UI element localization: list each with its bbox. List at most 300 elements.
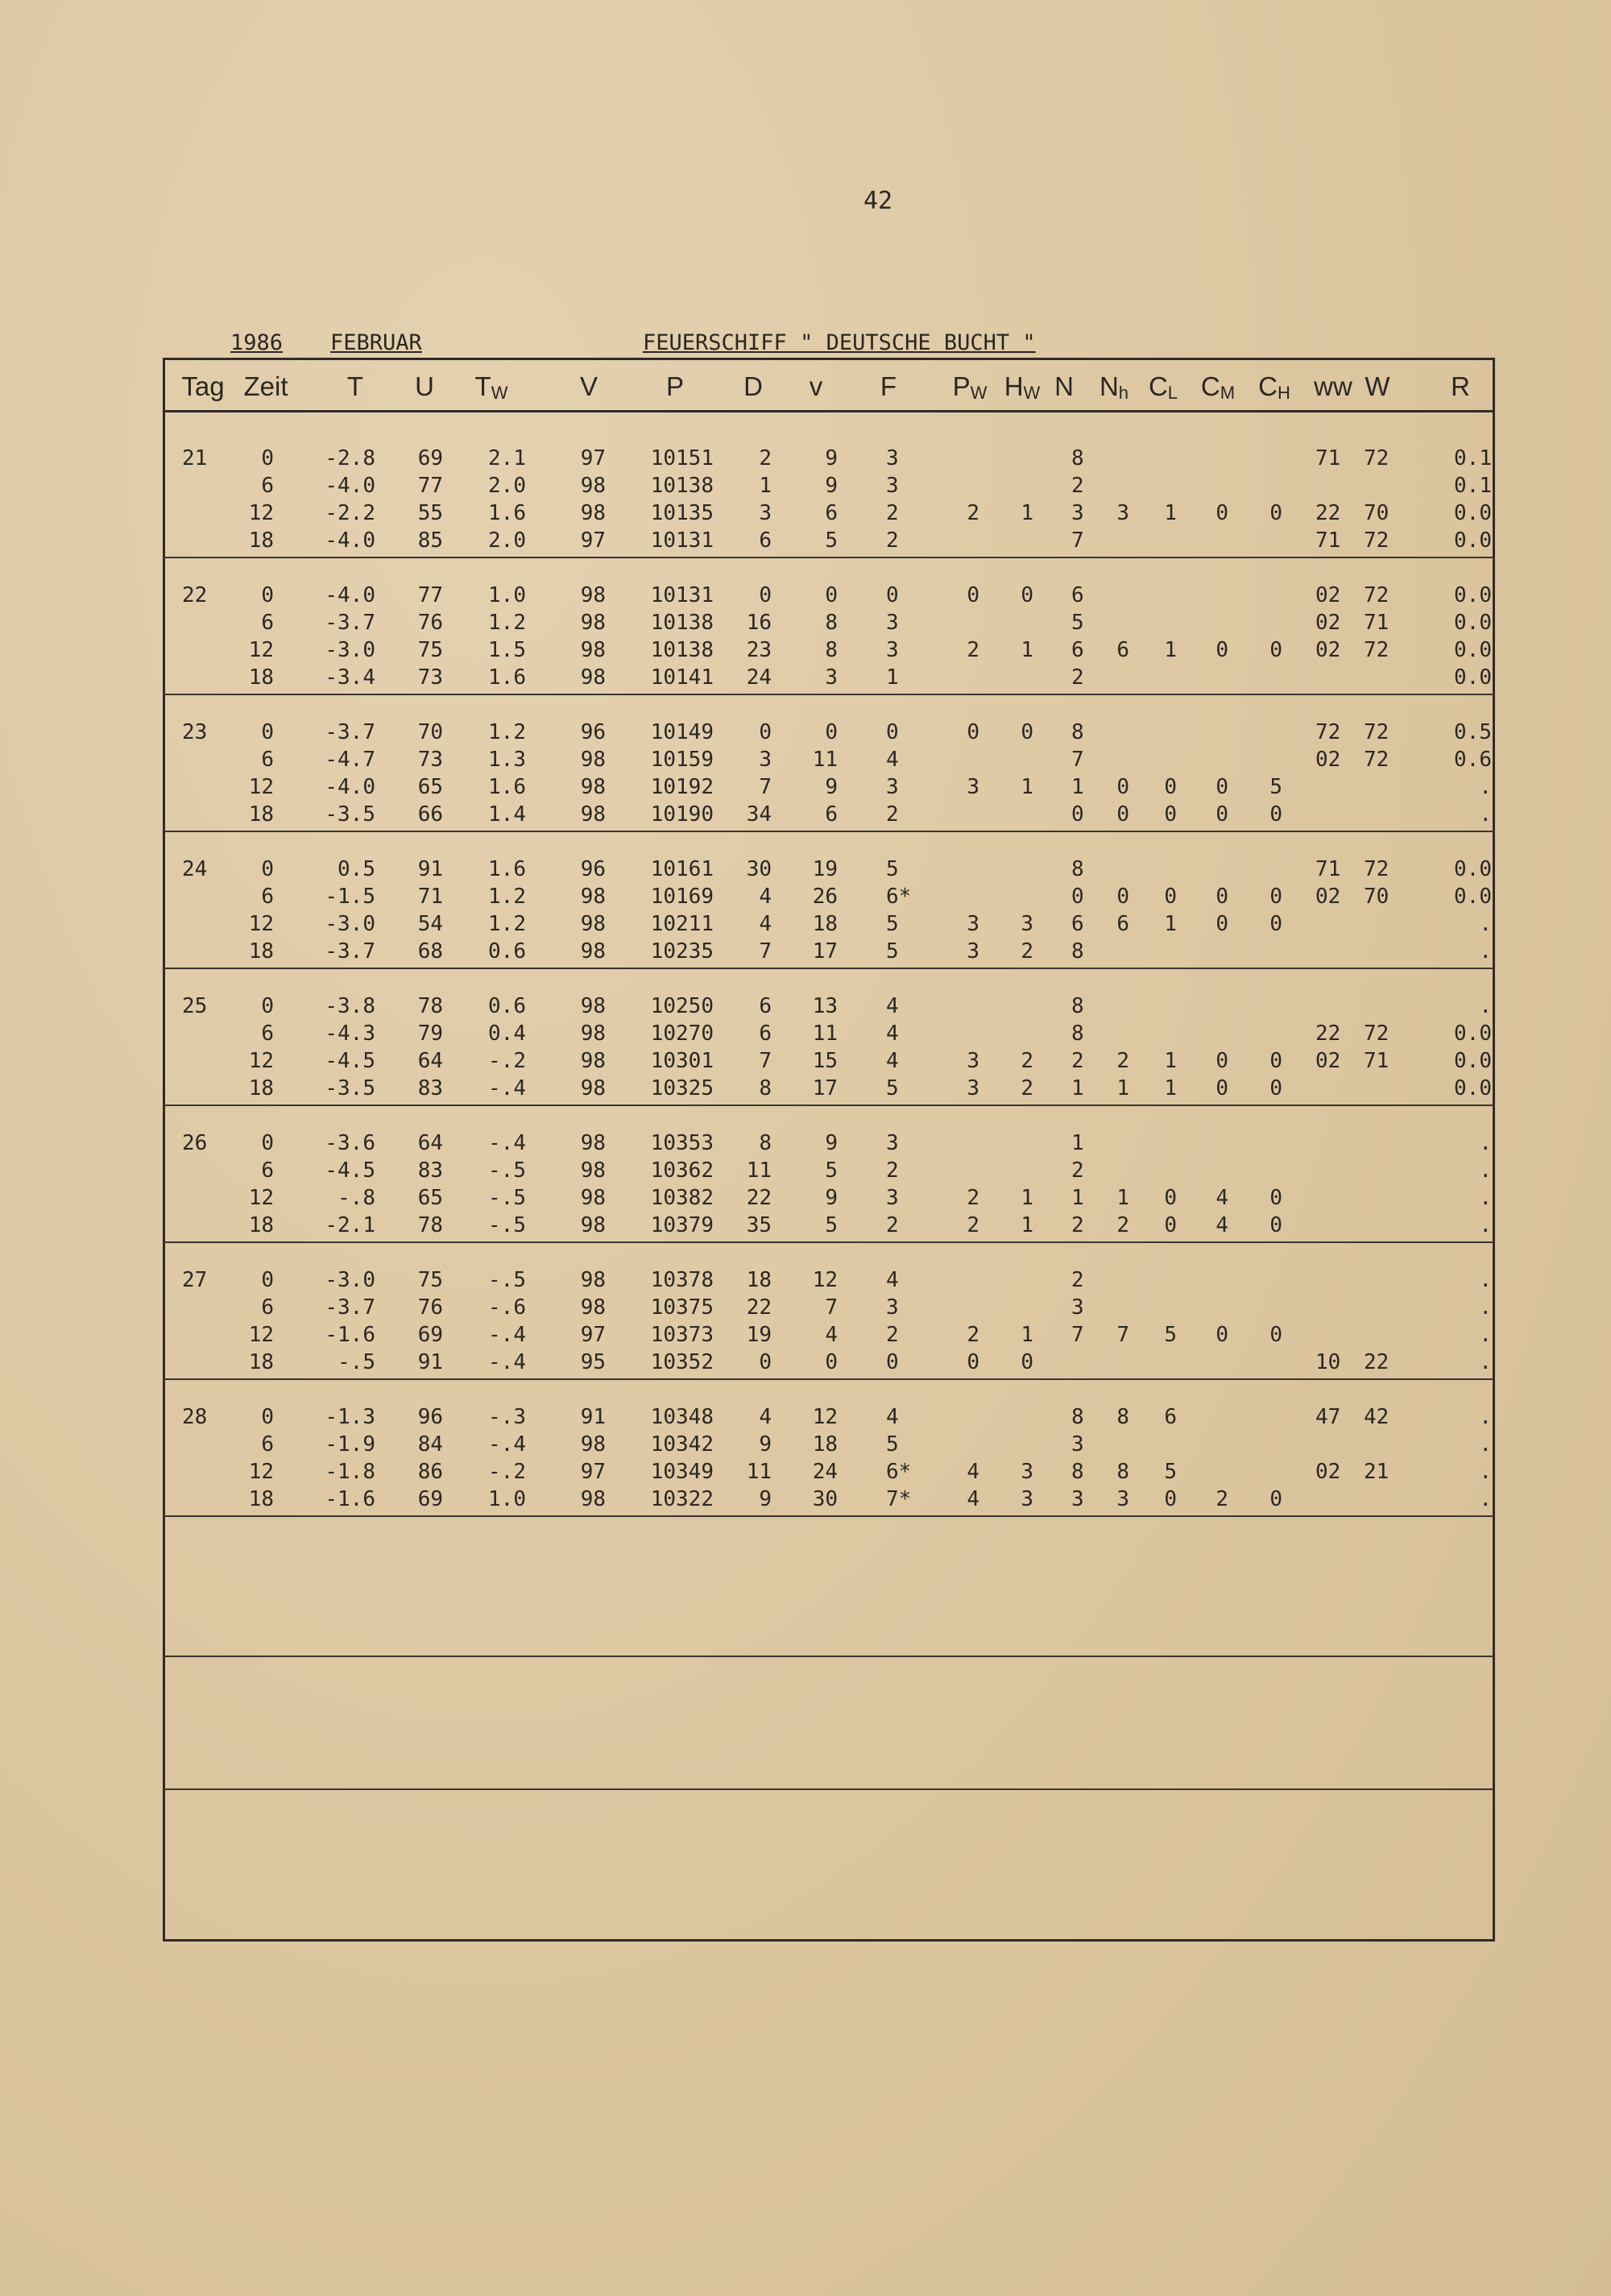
cell-u: 85	[417, 528, 443, 553]
cell-tw: 1.6	[488, 665, 526, 690]
group-separator	[163, 1104, 1495, 1106]
cell-tw: 1.4	[488, 802, 526, 827]
column-header-label: ww	[1314, 371, 1352, 401]
cell-nh: 3	[1116, 1487, 1129, 1511]
column-header-subscript: H	[1277, 383, 1290, 403]
cell-tw: -.5	[488, 1158, 526, 1183]
cell-n: 1	[1071, 1076, 1084, 1100]
cell-cl: 1	[1164, 1076, 1177, 1100]
cell-v: 98	[580, 885, 606, 909]
cell-tw: 1.2	[488, 611, 526, 635]
cell-zeit: 12	[248, 501, 274, 525]
cell-d: 0	[759, 1350, 772, 1374]
cell-n: 1	[1071, 1186, 1084, 1210]
cell-f: 1	[886, 665, 899, 690]
cell-d: 16	[746, 611, 772, 635]
cell-cl: 1	[1164, 1049, 1177, 1073]
cell-d: 6	[759, 528, 772, 553]
cell-p: 10138	[650, 638, 714, 662]
column-header-d	[721, 371, 785, 403]
cell-p: 10131	[650, 583, 714, 607]
cell-tw: -.3	[488, 1405, 526, 1429]
cell-r: .	[1479, 1323, 1492, 1347]
cell-r: 0.0	[1454, 1049, 1492, 1073]
day-label: 27	[182, 1268, 208, 1292]
cell-tw: 1.2	[488, 912, 526, 936]
cell-f: 5	[886, 939, 899, 964]
cell-n: 2	[1071, 1049, 1084, 1073]
cell-n: 2	[1071, 1158, 1084, 1183]
column-header-tag	[171, 371, 235, 403]
cell-w: 71	[1364, 611, 1389, 635]
column-header-v	[557, 371, 621, 403]
cell-u: 55	[417, 501, 443, 525]
cell-v: 91	[580, 1405, 606, 1429]
cell-v: 9	[825, 1131, 838, 1155]
cell-v: 98	[580, 1158, 606, 1183]
cell-zeit: 0	[261, 857, 274, 881]
cell-pw: 4	[967, 1487, 979, 1511]
cell-f: 6*	[886, 1460, 912, 1484]
cell-ww: 02	[1315, 1049, 1341, 1073]
cell-t: -4.0	[325, 775, 375, 799]
column-header-label: Tag	[181, 371, 225, 401]
cell-p: 10352	[650, 1350, 714, 1374]
group-separator	[163, 557, 1495, 558]
column-header-label: T	[474, 371, 491, 401]
cell-p: 10378	[650, 1268, 714, 1292]
cell-n: 3	[1071, 1295, 1084, 1320]
cell-r: 0.0	[1454, 857, 1492, 881]
cell-r: 0.0	[1454, 885, 1492, 909]
cell-w: 72	[1364, 528, 1389, 553]
cell-f: 0	[886, 1350, 899, 1374]
cell-pw: 3	[967, 939, 979, 964]
cell-nh: 6	[1116, 912, 1129, 936]
cell-p: 10235	[650, 939, 714, 964]
cell-hw: 1	[1021, 1323, 1033, 1347]
column-header-zeit	[234, 371, 298, 403]
cell-d: 9	[759, 1432, 772, 1457]
cell-cl: 0	[1164, 1186, 1177, 1210]
cell-zeit: 18	[248, 528, 274, 553]
cell-hw: 3	[1021, 1487, 1033, 1511]
cell-f: 3	[886, 1295, 899, 1320]
cell-f: 3	[886, 474, 899, 498]
cell-pw: 3	[967, 1049, 979, 1073]
cell-d: 8	[759, 1076, 772, 1100]
cell-r: 0.0	[1454, 583, 1492, 607]
cell-t: -3.4	[325, 665, 375, 690]
cell-n: 2	[1071, 665, 1084, 690]
cell-u: 96	[417, 1405, 443, 1429]
cell-nh: 3	[1116, 501, 1129, 525]
cell-hw: 1	[1021, 501, 1033, 525]
cell-cl: 0	[1164, 1213, 1177, 1237]
column-header-w	[1345, 371, 1410, 403]
cell-zeit: 6	[261, 1158, 274, 1183]
cell-t: -4.0	[325, 528, 375, 553]
cell-d: 1	[759, 474, 772, 498]
cell-tw: -.5	[488, 1213, 526, 1237]
cell-cm: 4	[1215, 1186, 1228, 1210]
cell-w: 72	[1364, 583, 1389, 607]
cell-f: 5	[886, 912, 899, 936]
cell-u: 75	[417, 1268, 443, 1292]
cell-r: .	[1479, 1158, 1492, 1183]
column-header-label: C	[1258, 371, 1278, 401]
day-label: 24	[182, 857, 208, 881]
cell-n: 7	[1071, 748, 1084, 772]
cell-f: 4	[886, 1268, 899, 1292]
cell-cm: 0	[1215, 775, 1228, 799]
group-separator	[163, 1378, 1495, 1380]
cell-w: 72	[1364, 446, 1389, 470]
cell-tw: -.4	[488, 1350, 526, 1374]
cell-ch: 0	[1269, 1323, 1282, 1347]
cell-n: 8	[1071, 1405, 1084, 1429]
cell-v: 0	[825, 1350, 838, 1374]
column-header-subscript: W	[491, 383, 508, 403]
cell-zeit: 18	[248, 1076, 274, 1100]
column-header-r	[1428, 371, 1493, 403]
cell-pw: 2	[967, 1213, 979, 1237]
cell-d: 23	[746, 638, 772, 662]
cell-tw: -.2	[488, 1460, 526, 1484]
cell-v: 30	[812, 1487, 838, 1511]
cell-n: 3	[1071, 1487, 1084, 1511]
cell-v: 98	[580, 1131, 606, 1155]
cell-d: 7	[759, 775, 772, 799]
column-header-label: H	[1004, 371, 1024, 401]
cell-t: -4.7	[325, 748, 375, 772]
cell-v: 7	[825, 1295, 838, 1320]
cell-v: 12	[812, 1268, 838, 1292]
cell-u: 69	[417, 1487, 443, 1511]
cell-nh: 1	[1116, 1186, 1129, 1210]
cell-p: 10149	[650, 720, 714, 744]
cell-d: 24	[746, 665, 772, 690]
day-label: 21	[182, 446, 208, 470]
cell-n: 1	[1071, 775, 1084, 799]
cell-r: .	[1479, 994, 1492, 1018]
column-header-t	[323, 371, 387, 403]
cell-u: 73	[417, 665, 443, 690]
cell-r: 0.0	[1454, 638, 1492, 662]
cell-cl: 1	[1164, 501, 1177, 525]
cell-pw: 3	[967, 912, 979, 936]
cell-u: 79	[417, 1022, 443, 1046]
cell-f: 3	[886, 1186, 899, 1210]
cell-u: 65	[417, 1186, 443, 1210]
cell-v: 95	[580, 1350, 606, 1374]
cell-ch: 5	[1269, 775, 1282, 799]
cell-cl: 0	[1164, 885, 1177, 909]
cell-p: 10159	[650, 748, 714, 772]
cell-tw: 2.1	[488, 446, 526, 470]
cell-v: 98	[580, 775, 606, 799]
cell-t: -2.8	[325, 446, 375, 470]
cell-hw: 1	[1021, 775, 1033, 799]
cell-n: 6	[1071, 638, 1084, 662]
cell-u: 71	[417, 885, 443, 909]
cell-r: .	[1479, 1405, 1492, 1429]
cell-v: 17	[812, 1076, 838, 1100]
cell-n: 0	[1071, 802, 1084, 827]
cell-v: 13	[812, 994, 838, 1018]
cell-tw: -.2	[488, 1049, 526, 1073]
cell-zeit: 18	[248, 1487, 274, 1511]
cell-tw: -.4	[488, 1432, 526, 1457]
cell-v: 4	[825, 1323, 838, 1347]
cell-n: 3	[1071, 1432, 1084, 1457]
cell-t: -3.7	[325, 611, 375, 635]
cell-v: 98	[580, 665, 606, 690]
cell-u: 70	[417, 720, 443, 744]
cell-v: 24	[812, 1460, 838, 1484]
group-separator	[163, 1515, 1495, 1517]
cell-u: 76	[417, 611, 443, 635]
cell-ww: 02	[1315, 638, 1341, 662]
cell-hw: 2	[1021, 939, 1033, 964]
cell-p: 10379	[650, 1213, 714, 1237]
cell-zeit: 12	[248, 1323, 274, 1347]
cell-cl: 1	[1164, 638, 1177, 662]
cell-ch: 0	[1269, 1487, 1282, 1511]
cell-n: 2	[1071, 1268, 1084, 1292]
cell-pw: 0	[967, 583, 979, 607]
column-header-label: T	[346, 371, 364, 401]
cell-tw: 2.0	[488, 474, 526, 498]
cell-p: 10375	[650, 1295, 714, 1320]
cell-w: 72	[1364, 720, 1389, 744]
cell-v: 11	[812, 1022, 838, 1046]
cell-hw: 0	[1021, 720, 1033, 744]
column-header-label: U	[415, 371, 434, 401]
cell-r: 0.0	[1454, 528, 1492, 553]
day-label: 23	[182, 720, 208, 744]
cell-d: 0	[759, 583, 772, 607]
group-separator	[163, 831, 1495, 832]
cell-zeit: 0	[261, 1131, 274, 1155]
cell-f: 3	[886, 446, 899, 470]
cell-ww: 02	[1315, 611, 1341, 635]
cell-zeit: 18	[248, 802, 274, 827]
cell-hw: 0	[1021, 1350, 1033, 1374]
cell-d: 35	[746, 1213, 772, 1237]
cell-d: 3	[759, 748, 772, 772]
column-header-p	[643, 371, 707, 403]
cell-u: 69	[417, 1323, 443, 1347]
column-header-label: v	[809, 371, 823, 401]
cell-u: 69	[417, 446, 443, 470]
cell-cm: 0	[1215, 638, 1228, 662]
cell-d: 9	[759, 1487, 772, 1511]
cell-n: 0	[1071, 885, 1084, 909]
group-separator	[163, 694, 1495, 695]
cell-t: -3.7	[325, 939, 375, 964]
cell-d: 4	[759, 912, 772, 936]
cell-nh: 2	[1116, 1213, 1129, 1237]
cell-n: 7	[1071, 528, 1084, 553]
cell-hw: 3	[1021, 912, 1033, 936]
cell-p: 10138	[650, 611, 714, 635]
cell-cm: 0	[1215, 1323, 1228, 1347]
cell-r: .	[1479, 1432, 1492, 1457]
cell-ch: 0	[1269, 802, 1282, 827]
cell-tw: 1.0	[488, 583, 526, 607]
cell-tw: -.6	[488, 1295, 526, 1320]
page-number: 42	[863, 187, 893, 215]
cell-ch: 0	[1269, 1076, 1282, 1100]
cell-w: 72	[1364, 748, 1389, 772]
cell-p: 10325	[650, 1076, 714, 1100]
cell-t: -3.7	[325, 720, 375, 744]
cell-r: .	[1479, 939, 1492, 964]
cell-v: 98	[580, 611, 606, 635]
column-header-label: N	[1099, 371, 1119, 401]
cell-zeit: 6	[261, 611, 274, 635]
cell-n: 5	[1071, 611, 1084, 635]
column-header-cm	[1186, 371, 1250, 409]
cell-cm: 0	[1215, 802, 1228, 827]
cell-r: .	[1479, 1213, 1492, 1237]
cell-v: 18	[812, 1432, 838, 1457]
cell-p: 10270	[650, 1022, 714, 1046]
cell-zeit: 18	[248, 665, 274, 690]
cell-ww: 02	[1315, 748, 1341, 772]
cell-p: 10250	[650, 994, 714, 1018]
column-header-tw	[459, 371, 524, 409]
cell-u: 91	[417, 857, 443, 881]
cell-cm: 0	[1215, 885, 1228, 909]
cell-zeit: 12	[248, 1460, 274, 1484]
cell-p: 10190	[650, 802, 714, 827]
cell-d: 3	[759, 501, 772, 525]
cell-cl: 6	[1164, 1405, 1177, 1429]
cell-f: 0	[886, 720, 899, 744]
cell-u: 66	[417, 802, 443, 827]
cell-v: 97	[580, 446, 606, 470]
cell-n: 2	[1071, 1213, 1084, 1237]
cell-hw: 1	[1021, 1213, 1033, 1237]
cell-tw: -.5	[488, 1186, 526, 1210]
cell-v: 98	[580, 1076, 606, 1100]
cell-cl: 1	[1164, 912, 1177, 936]
cell-hw: 1	[1021, 638, 1033, 662]
cell-t: -3.5	[325, 802, 375, 827]
cell-zeit: 6	[261, 1295, 274, 1320]
cell-t: -1.6	[325, 1323, 375, 1347]
cell-nh: 0	[1116, 775, 1129, 799]
cell-p: 10131	[650, 528, 714, 553]
cell-r: .	[1479, 775, 1492, 799]
cell-t: -1.9	[325, 1432, 375, 1457]
cell-f: 7*	[886, 1487, 912, 1511]
cell-u: 64	[417, 1049, 443, 1073]
cell-n: 8	[1071, 1022, 1084, 1046]
cell-v: 0	[825, 720, 838, 744]
cell-n: 6	[1071, 912, 1084, 936]
cell-t: -3.0	[325, 912, 375, 936]
cell-hw: 1	[1021, 1186, 1033, 1210]
cell-t: -3.5	[325, 1076, 375, 1100]
cell-d: 8	[759, 1131, 772, 1155]
cell-ww: 71	[1315, 528, 1341, 553]
cell-v: 98	[580, 638, 606, 662]
cell-v: 15	[812, 1049, 838, 1073]
cell-p: 10348	[650, 1405, 714, 1429]
cell-tw: 1.6	[488, 501, 526, 525]
cell-t: -3.6	[325, 1131, 375, 1155]
cell-p: 10138	[650, 474, 714, 498]
cell-d: 4	[759, 1405, 772, 1429]
cell-r: 0.0	[1454, 1076, 1492, 1100]
cell-tw: 2.0	[488, 528, 526, 553]
cell-u: 65	[417, 775, 443, 799]
cell-tw: -.5	[488, 1268, 526, 1292]
column-header-subscript: h	[1118, 383, 1129, 403]
cell-d: 22	[746, 1295, 772, 1320]
cell-v: 9	[825, 446, 838, 470]
heading-station: FEUERSCHIFF " DEUTSCHE BUCHT "	[643, 330, 1036, 355]
cell-u: 64	[417, 1131, 443, 1155]
cell-p: 10135	[650, 501, 714, 525]
cell-pw: 0	[967, 720, 979, 744]
cell-v: 5	[825, 528, 838, 553]
cell-cm: 0	[1215, 501, 1228, 525]
cell-t: -4.5	[325, 1049, 375, 1073]
cell-r: 0.1	[1454, 474, 1492, 498]
cell-u: 77	[417, 583, 443, 607]
cell-u: 91	[417, 1350, 443, 1374]
cell-zeit: 0	[261, 994, 274, 1018]
cell-t: -1.3	[325, 1405, 375, 1429]
cell-tw: 1.6	[488, 857, 526, 881]
cell-pw: 4	[967, 1460, 979, 1484]
cell-p: 10192	[650, 775, 714, 799]
cell-u: 76	[417, 1295, 443, 1320]
cell-w: 22	[1364, 1350, 1389, 1374]
cell-u: 78	[417, 994, 443, 1018]
cell-v: 8	[825, 638, 838, 662]
cell-zeit: 12	[248, 1186, 274, 1210]
column-header-subscript: W	[1023, 383, 1041, 403]
cell-zeit: 0	[261, 1405, 274, 1429]
cell-f: 4	[886, 748, 899, 772]
cell-f: 0	[886, 583, 899, 607]
cell-zeit: 12	[248, 912, 274, 936]
cell-w: 72	[1364, 857, 1389, 881]
cell-f: 2	[886, 1323, 899, 1347]
cell-v: 98	[580, 994, 606, 1018]
cell-d: 7	[759, 939, 772, 964]
cell-p: 10349	[650, 1460, 714, 1484]
cell-v: 8	[825, 611, 838, 635]
column-header-label: W	[1365, 371, 1390, 401]
cell-r: .	[1479, 1460, 1492, 1484]
cell-v: 97	[580, 1460, 606, 1484]
cell-hw: 3	[1021, 1460, 1033, 1484]
cell-t: -4.0	[325, 474, 375, 498]
cell-f: 2	[886, 501, 899, 525]
cell-ww: 02	[1315, 885, 1341, 909]
group-separator	[163, 968, 1495, 969]
cell-t: -3.0	[325, 638, 375, 662]
cell-d: 4	[759, 885, 772, 909]
cell-hw: 2	[1021, 1049, 1033, 1073]
cell-v: 97	[580, 1323, 606, 1347]
